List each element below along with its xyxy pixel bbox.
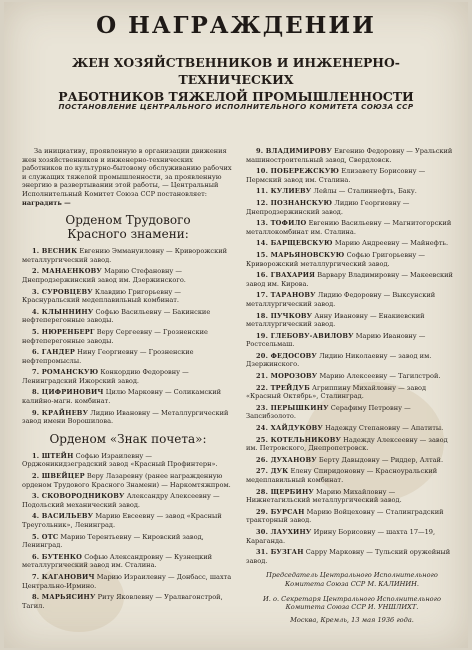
awardee-entry <box>22 472 234 489</box>
awardee-name: 8. ЦИФРИНОВИЧ <box>32 388 104 397</box>
awardee-entry <box>246 219 458 236</box>
order1-line1: Орденом Трудового <box>65 213 191 228</box>
awardee-details: Софью Григорьевну — Криворожский металлургический завод. <box>246 250 425 268</box>
subtitle-line-2: РАБОТНИКОВ ТЯЖЕЛОЙ ПРОМЫШЛЕННОСТИ <box>58 89 414 104</box>
awardee-name: 17. ТАРАНОВУ <box>256 291 316 300</box>
awardee-details: Веру Сергеевну — Грозненские нефтеперегонные заводы. <box>22 327 208 345</box>
document-sheet <box>4 2 468 648</box>
awardee-name: 22. ТРЕЙДУБ <box>256 383 310 392</box>
awardee-details: Евгению Федоровну — Уральский машиностроительный завод, Свердловск. <box>246 147 453 164</box>
awardee-entry <box>246 352 458 369</box>
awardee-name: 25. КОТЕЛЬНИКОВУ <box>256 435 342 444</box>
awardee-name: 11. КУЛИЕВУ <box>256 187 312 196</box>
order1-line2: Красного знамени: <box>67 227 189 242</box>
awardee-entry <box>246 404 458 421</box>
awardee-name: 19. ГЛЕБОВУ-АВИЛОВУ <box>256 331 354 340</box>
awardee-details: Евгению Васильевну — Магнитогорский металлокомбинат им. Сталина. <box>246 219 452 236</box>
awardee-details: Нину Георгиевну — Грозненские нефтепромыслы. <box>22 348 194 365</box>
awardee-name: 4. ВАСИЛЬЕВУ <box>32 512 94 521</box>
awardee-details: Клавдию Григорьевну — Краснуральский медеплавильный комбинат. <box>22 287 181 305</box>
subtitle-line-1: ЖЕН ХОЗЯЙСТВЕННИКОВ И ИНЖЕНЕРНО-ТЕХНИЧЕСКИХ <box>72 55 400 87</box>
awardee-entry <box>246 528 458 545</box>
intro-text: За инициативу, проявленную в организации движения жен хозяйственников и инженерно-технических работников по культурно-бытовому обслуживанию рабочих и служащих тяжелой промышленности, за проявленную энергию в развертывании этой работы, — Центральный Исполнительный Комитет Союза ССР постановляет: <box>22 147 232 198</box>
awardee-entry <box>246 332 458 349</box>
awardee-details: Марию Стефановну — Днепродзержинский завод им. Дзержинского. <box>22 267 186 284</box>
awardee-entry <box>246 251 458 268</box>
awardee-details: Лидию Федоровну — Выксунский металлургический завод. <box>246 291 436 308</box>
awardee-entry <box>246 467 458 484</box>
awardee-entry <box>246 488 458 505</box>
signature-chairman: Председатель Центрального Исполнительного Комитета Союза ССР М. КАЛИНИН. <box>266 571 438 588</box>
awardee-name: 4. КЛЫННИНУ <box>32 307 94 316</box>
awardee-entry <box>246 147 458 164</box>
awardee-entry <box>22 247 234 264</box>
left-column <box>22 147 234 613</box>
awardee-details: Цилю Марковну — Соликамский калийно-магн. комбинат. <box>22 388 222 406</box>
awardee-name: 31. БУЗГАН <box>256 548 304 557</box>
awardee-name: 29. БУРСАН <box>256 507 305 516</box>
awardee-name: 7. РОМАНСКУЮ <box>32 368 99 377</box>
awardee-details: Лейлы — Сталиннефть, Баку. <box>313 187 417 196</box>
awardee-entry <box>22 288 234 305</box>
awardee-entry <box>22 267 234 284</box>
awardee-name: 1. ВЕСНИК <box>32 247 78 256</box>
awardee-entry <box>22 452 234 469</box>
order2-list-right <box>246 147 458 565</box>
signature-secretary: И. о. Секретаря Центрального Исполнительного Комитета Союза ССР И. УНШЛИХТ. <box>263 594 441 612</box>
awardee-entry <box>22 388 234 405</box>
intro-paragraph <box>22 147 234 207</box>
awardee-entry <box>246 384 458 401</box>
awardee-name: 30. ЛАУХИНУ <box>256 527 312 536</box>
awardee-details: Лидию Георгиевну — Днепродзержинский завод. <box>246 198 410 216</box>
awardee-details: Евгению Эммануиловну — Криворожский металлургический завод. <box>22 247 228 264</box>
order1-list <box>22 247 234 426</box>
awardee-details: Анну Ивановну — Енакиевский металлургический завод. <box>246 311 425 329</box>
awardee-entry <box>22 593 234 610</box>
awardee-entry <box>246 239 458 248</box>
awardee-details: Риту Яковлевну — Уралвагонстрой, Тагил. <box>22 593 223 610</box>
awardee-name: 27. ДУК <box>256 467 289 476</box>
awardee-details: Марию Ивановну — Ростсельмаш. <box>246 331 426 349</box>
awardee-details: Веру Лазаревну (ранее награжденную орденом Трудового Красного Знамени) — Наркомтяжпром. <box>22 472 231 489</box>
awardee-entry <box>246 271 458 288</box>
awardee-name: 6. БУТЕНКО <box>32 552 83 561</box>
awardee-name: 28. ЩЕРБИНУ <box>256 487 314 496</box>
awardee-name: 5. НЮРЕНБЕРГ <box>32 327 95 336</box>
awardee-entry <box>246 199 458 216</box>
awardee-details: Марию Михайловну — Нижнетагильский металлургический завод. <box>246 487 402 505</box>
resolution-heading: ПОСТАНОВЛЕНИЕ ЦЕНТРАЛЬНОГО ИСПОЛНИТЕЛЬНОГО КОМИТЕТА СОЮЗА ССР <box>58 102 414 111</box>
page-title: О НАГРАЖДЕНИИ <box>96 12 376 39</box>
awardee-details: Софью Александровну — Кузнецкий металлургический завод им. Сталина. <box>22 552 213 570</box>
awardee-details: Марию Алексеевну — Тагилстрой. <box>319 372 441 381</box>
awardee-name: 20. ФЕДОСОВУ <box>256 351 317 360</box>
awardee-entry <box>22 573 234 590</box>
awardee-name: 6. ГАНДЕР <box>32 348 75 357</box>
awardee-entry <box>246 508 458 525</box>
awardee-name: 1. ШТЕЙН <box>32 451 74 460</box>
awardee-name: 3. СКОВОРОДНИКОВУ <box>32 492 125 501</box>
awardee-details: Елену Спиридоновну — Красноуральский медеплавильный комбинат. <box>246 467 438 484</box>
awardee-entry <box>246 456 458 465</box>
awardee-name: 21. МОРОЗОВУ <box>256 372 318 381</box>
awardee-details: Сарру Марковну — Тульский оружейный завод. <box>246 548 451 565</box>
awardee-name: 26. ДУХАНОВУ <box>256 455 317 464</box>
awardee-entry <box>22 553 234 570</box>
awardee-entry <box>22 368 234 385</box>
awardee-entry <box>22 409 234 426</box>
awardee-entry <box>246 167 458 184</box>
awardee-entry <box>246 291 458 308</box>
awardee-name: 12. ПОЗНАНСКУЮ <box>256 198 333 207</box>
awardee-details: Надежду Алексеевну — завод им. Петровского, Днепропетровск. <box>246 435 448 453</box>
awardee-details: Александру Алексеевну — Подольский механический завод. <box>22 492 220 509</box>
awardee-name: 8. МАРЬЯСИНУ <box>32 593 96 602</box>
awardee-name: 16. ГВАХАРИЯ <box>256 271 316 280</box>
awardee-details: Марию Терентьевну — Кировский завод, Ленинград. <box>22 532 204 550</box>
awardee-entry <box>246 436 458 453</box>
awardee-entry <box>22 308 234 325</box>
awardee-details: Берту Давыдовну — Риддер, Алтай. <box>318 455 444 464</box>
page-subtitle <box>24 54 448 105</box>
awardee-details: Конкордию Федоровну — Ленинградский Ижорский завод. <box>22 368 189 385</box>
order-labor-red-banner-heading <box>22 213 234 241</box>
awardee-entry <box>246 187 458 196</box>
awardee-details: Лидию Ивановну — Металлургический завод имени Ворошилова. <box>22 408 229 426</box>
awardee-name: 10. ПОБЕРЕЖСКУЮ <box>256 167 340 176</box>
intro-lead: наградить — <box>22 198 71 207</box>
awardee-details: Софью Васильевну — Бакинские нефтеперегонные заводы. <box>22 307 211 325</box>
awardee-name: 2. МАНАЕНКОВУ <box>32 267 102 276</box>
awardee-entry <box>22 492 234 509</box>
awardee-details: Лидию Николаевну — завод им. Дзержинского. <box>246 351 432 369</box>
awardee-details: Марию Израилевну — Донбасс, шахта Центрально-Ирмино. <box>22 572 232 590</box>
awardee-name: 3. СУРОВЦЕВУ <box>32 287 93 296</box>
awardee-name: 14. БАРЩЕВСКУЮ <box>256 239 333 248</box>
awardee-details: Надежду Степановну — Апатиты. <box>325 424 444 433</box>
awardee-entry <box>22 533 234 550</box>
right-column <box>246 147 458 631</box>
signature-date: Москва, Кремль, 13 мая 1936 года. <box>290 615 414 624</box>
awardee-details: Ирину Борисовну — шахта 17—19, Караганда. <box>246 527 436 545</box>
awardee-entry <box>246 424 458 433</box>
awardee-entry <box>22 512 234 529</box>
awardee-details: Серафиму Петровну — Запсибзолото. <box>246 403 411 421</box>
awardee-name: 9. ВЛАДИМИРОВУ <box>256 147 333 155</box>
awardee-name: 23. ПЕРЫШКИНУ <box>256 403 329 412</box>
awardee-entry <box>246 548 458 565</box>
awardee-name: 9. КРАЙНЕВУ <box>32 408 89 417</box>
awardee-details: Варвару Владимировну — Макеевский завод им. Кирова. <box>246 271 453 288</box>
awardee-name: 13. ТОФИЛО <box>256 219 307 228</box>
awardee-details: Елизавету Борисовну — Пермский завод им. Сталина. <box>246 167 426 184</box>
awardee-details: Агриппину Михайловну — завод «Красный Октябрь», Сталинград. <box>246 383 427 401</box>
awardee-entry <box>246 312 458 329</box>
awardee-name: 5. ОТС <box>32 532 59 541</box>
awardee-name: 24. ХАЙДУКОВУ <box>256 424 323 433</box>
order-badge-of-honor-heading: Орденом «Знак почета»: <box>49 431 207 446</box>
order2-list-left <box>22 452 234 611</box>
awardee-name: 2. ШВЕЙЦЕР <box>32 472 85 481</box>
awardee-entry <box>22 348 234 365</box>
awardee-name: 15. МАРЬЯНОВСКУЮ <box>256 250 345 259</box>
awardee-details: Марию Евсеевну — завод «Красный Треугольник», Ленинград. <box>22 512 222 529</box>
awardee-name: 18. ПУЧКОВУ <box>256 311 313 320</box>
awardee-name: 7. КАГАНОВИЧ <box>32 572 95 581</box>
awardee-entry <box>22 328 234 345</box>
awardee-details: Марию Войцеховну — Сталинградский тракторный завод. <box>246 507 444 525</box>
awardee-entry <box>246 372 458 381</box>
awardee-details: Марию Андреевну — Майнефть. <box>334 239 449 248</box>
awardee-details: Софью Израилевну — Орджоникидзеградский завод «Красный Профинтерн». <box>22 451 218 469</box>
